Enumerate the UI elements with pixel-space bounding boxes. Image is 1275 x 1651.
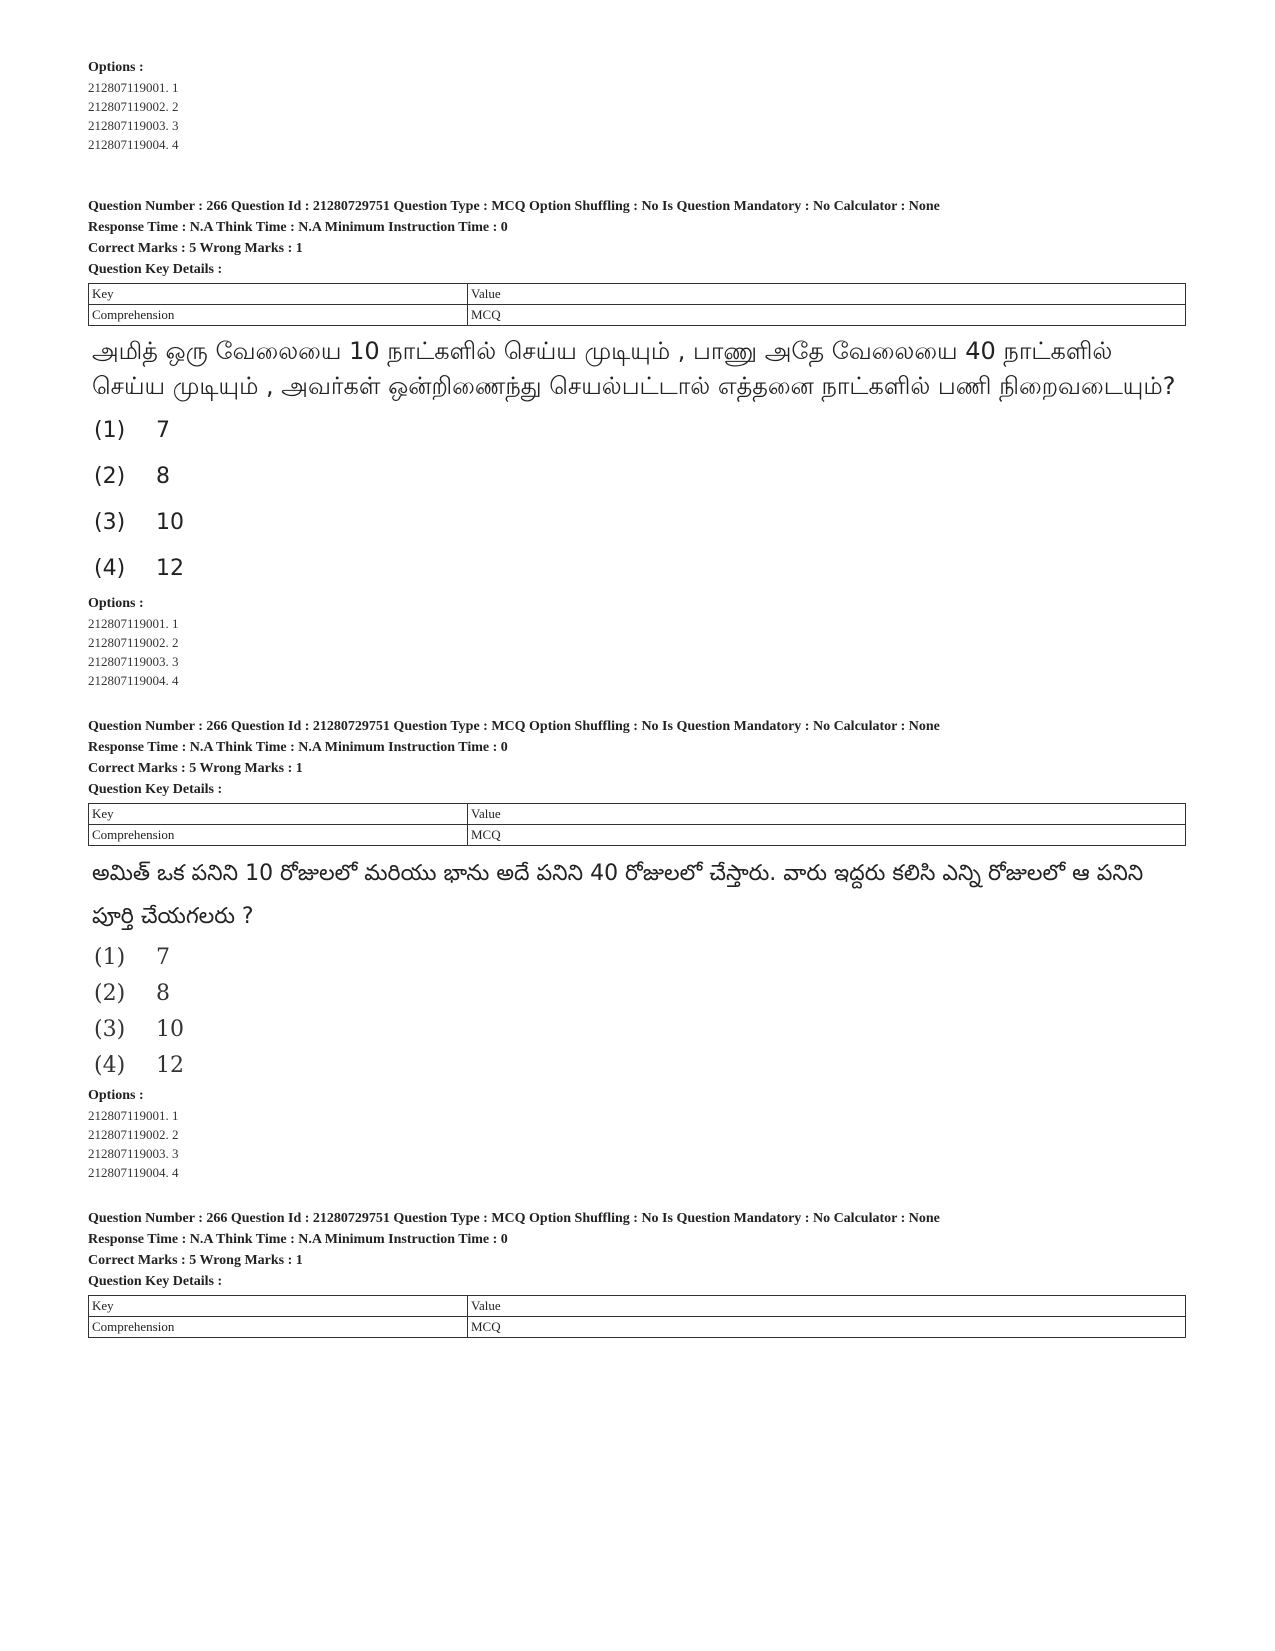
choice-value: 7: [156, 945, 170, 970]
table-cell: Comprehension: [89, 305, 468, 326]
question-meta-line: Question Number : 266 Question Id : 21280729751 Question Type : MCQ Option Shuffling : No Is Question Mandatory : No Calculator : None: [88, 199, 940, 214]
table-cell: Value: [468, 284, 1186, 305]
option-code: 212807119002. 2: [88, 635, 179, 650]
question-key-table: [88, 1295, 1186, 1338]
option-code: 212807119002. 2: [88, 99, 179, 114]
table-cell: Comprehension: [89, 1317, 468, 1338]
options-label: Options :: [88, 1088, 144, 1103]
options-label: Options :: [88, 60, 144, 75]
table-cell: MCQ: [468, 1317, 1186, 1338]
answer-choice: [94, 940, 1188, 976]
table-cell: Key: [89, 1296, 468, 1317]
question-timing-line: Response Time : N.A Think Time : N.A Minimum Instruction Time : 0: [88, 220, 508, 235]
option-code: 212807119003. 3: [88, 1146, 179, 1161]
question-timing-line: Response Time : N.A Think Time : N.A Minimum Instruction Time : 0: [88, 740, 508, 755]
answer-choice: [94, 1012, 1188, 1048]
question-text: அமித் ஒரு வேலையை 10 நாட்களில் செய்ய முடியும் , பாணு அதே வேலையை 40 நாட்களில் செய்ய முடியும் , அவர்கள் ஒன்றிணைந்து செயல்பட்டால் எத்தனை நாட்களில் பணி நிறைவடையும்?: [92, 337, 1176, 400]
choice-number: (2): [94, 464, 126, 489]
question-block-tamil: [88, 196, 1188, 690]
document-page: [88, 58, 1188, 1338]
table-cell: MCQ: [468, 305, 1186, 326]
answer-choice: [94, 1048, 1188, 1084]
question-timing-line: Response Time : N.A Think Time : N.A Minimum Instruction Time : 0: [88, 1232, 508, 1247]
table-cell: Key: [89, 804, 468, 825]
question-key-details-label: Question Key Details :: [88, 782, 223, 797]
option-code: 212807119002. 2: [88, 1127, 179, 1142]
table-cell: Key: [89, 284, 468, 305]
question-key-table: [88, 803, 1186, 846]
option-code: 212807119004. 4: [88, 1165, 179, 1180]
option-code: 212807119001. 1: [88, 616, 179, 631]
answer-choice: [94, 546, 1188, 592]
options-label: Options :: [88, 596, 144, 611]
choice-value: 8: [156, 464, 170, 489]
table-row: [89, 1317, 1186, 1338]
choice-value: 12: [156, 1053, 184, 1078]
answer-choice: [94, 500, 1188, 546]
option-code: 212807119001. 1: [88, 1108, 179, 1123]
answer-choice: [94, 976, 1188, 1012]
table-cell: MCQ: [468, 825, 1186, 846]
question-meta-line: Question Number : 266 Question Id : 21280729751 Question Type : MCQ Option Shuffling : No Is Question Mandatory : No Calculator : None: [88, 1211, 940, 1226]
option-code: 212807119003. 3: [88, 118, 179, 133]
question-marks: Correct Marks : 5 Wrong Marks : 1: [88, 761, 303, 776]
choice-value: 7: [156, 418, 170, 443]
table-header-row: [89, 1296, 1186, 1317]
table-header-row: [89, 804, 1186, 825]
question-key-details-label: Question Key Details :: [88, 262, 223, 277]
question-marks: Correct Marks : 5 Wrong Marks : 1: [88, 241, 303, 256]
option-code: 212807119003. 3: [88, 654, 179, 669]
choice-number: (4): [94, 1053, 126, 1078]
question-key-table: [88, 283, 1186, 326]
choice-number: (3): [94, 510, 126, 535]
option-code: 212807119001. 1: [88, 80, 179, 95]
question-block-next: [88, 1208, 1188, 1338]
choice-value: 8: [156, 981, 170, 1006]
choice-number: (4): [94, 556, 126, 581]
question-block-telugu: [88, 716, 1188, 1182]
question-text: అమిత్ ఒక పనిని 10 రోజులలో మరియు భాను అదే పనిని 40 రోజులలో చేస్తారు. వారు ఇద్దరు కలిసి ఎన్ని రోజులలో ఆ పనిని పూర్తి చేయగలరు ?: [92, 861, 1144, 929]
choice-number: (2): [94, 981, 126, 1006]
option-code: 212807119004. 4: [88, 673, 179, 688]
choice-value: 10: [156, 1017, 184, 1042]
choice-value: 10: [156, 510, 184, 535]
answer-choice: [94, 408, 1188, 454]
table-cell: Value: [468, 1296, 1186, 1317]
top-options-block: [88, 58, 1188, 154]
table-row: [89, 825, 1186, 846]
question-key-details-label: Question Key Details :: [88, 1274, 223, 1289]
question-meta-line: Question Number : 266 Question Id : 21280729751 Question Type : MCQ Option Shuffling : No Is Question Mandatory : No Calculator : None: [88, 719, 940, 734]
answer-choice: [94, 454, 1188, 500]
table-cell: Value: [468, 804, 1186, 825]
choice-number: (1): [94, 418, 126, 443]
table-row: [89, 305, 1186, 326]
question-marks: Correct Marks : 5 Wrong Marks : 1: [88, 1253, 303, 1268]
choice-number: (3): [94, 1017, 126, 1042]
choice-value: 12: [156, 556, 184, 581]
table-header-row: [89, 284, 1186, 305]
table-cell: Comprehension: [89, 825, 468, 846]
option-code: 212807119004. 4: [88, 137, 179, 152]
choice-number: (1): [94, 945, 126, 970]
